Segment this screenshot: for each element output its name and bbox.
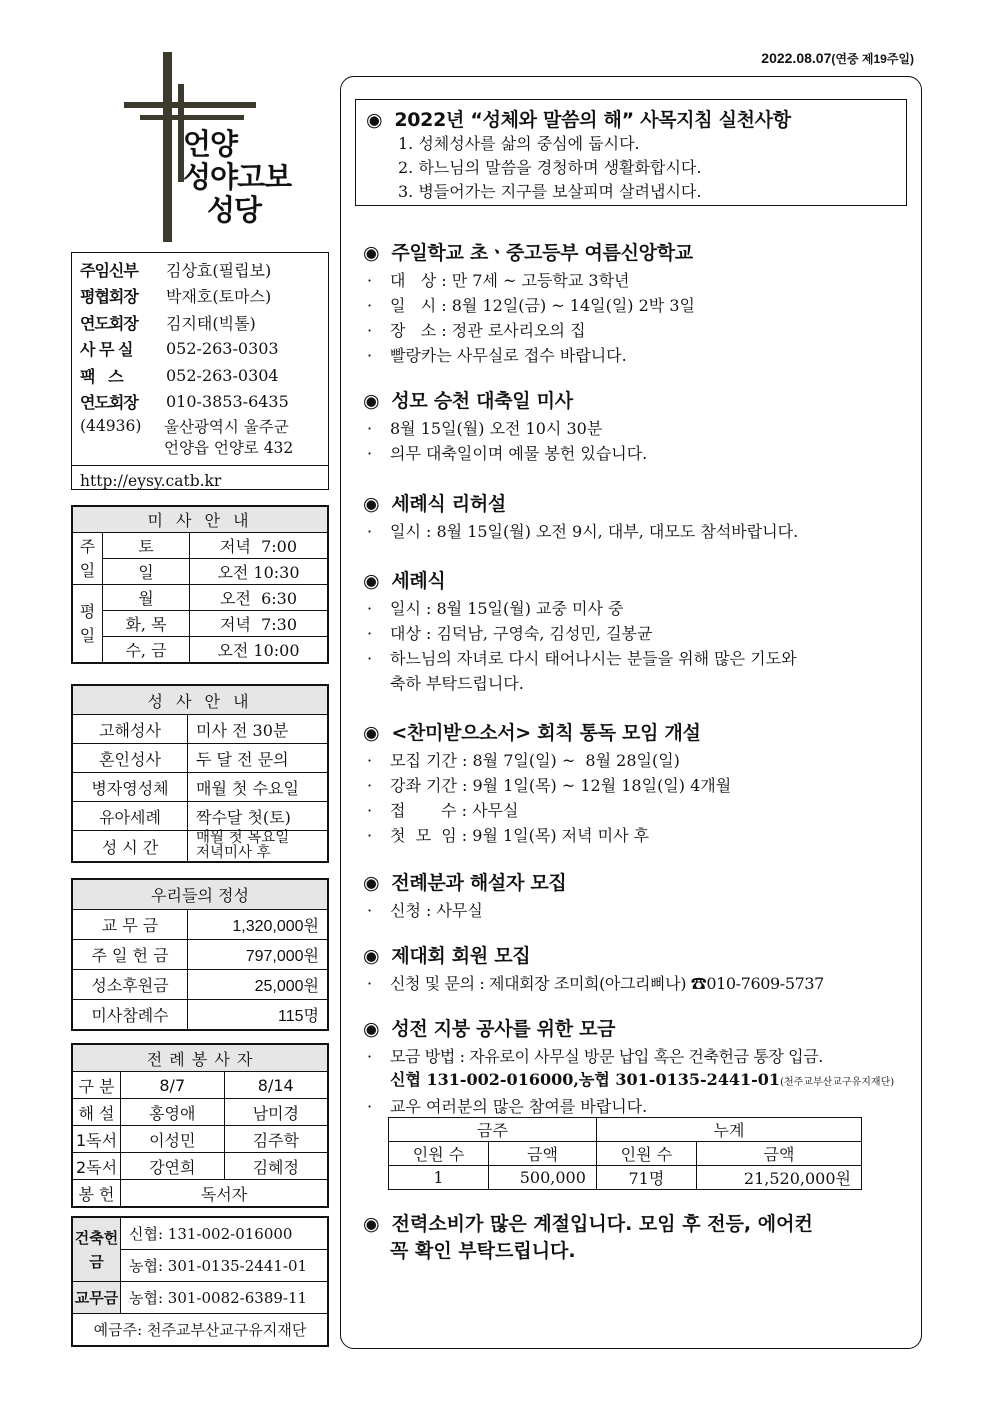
notice-item-text: 장 소 : 정관 로사리오의 집 [390,321,586,340]
servers-head: 구 분 [73,1072,121,1099]
zip-code: (44936) [80,417,142,435]
notice-item: · 일시 : 8월 15일(월) 교중 미사 중 [363,596,918,621]
servers-title: 전 례 봉 사 자 [73,1045,328,1072]
bullseye-icon: ◉ [363,493,380,515]
notice-title [363,566,918,593]
bullseye-icon: ◉ [366,109,383,131]
notice-roof-fund [363,1014,918,1119]
building-account-1: 신협: 131-002-016000 [121,1218,328,1250]
building-fund-label: 건축헌금 [73,1218,121,1282]
sacrament-info [188,831,328,862]
notice-item-text: 대상 : 김덕남, 구영숙, 김성민, 길봉균 [390,624,653,643]
mass-schedule-box [71,505,329,664]
info-value: 김지태(빅톨) [166,313,256,333]
server-name: 홍영애 [121,1099,225,1126]
notice-item: · 대 상 : 만 7세 ~ 고등학교 3학년 [363,268,918,293]
parish-name [183,128,291,227]
notice-item: · 일시 : 8월 15일(월) 오전 9시, 대부, 대모도 참석바랍니다. [363,519,918,544]
dues-label: 교무금 [73,1282,121,1314]
server-name: 이성민 [121,1126,225,1153]
sacrament-name: 혼인성사 [73,744,188,773]
server-name: 김혜정 [224,1153,328,1180]
final-line2: 꼭 확인 부탁드립니다. [390,1240,576,1262]
notice-item-text: 하느님의 자녀로 다시 태어나시는 분들을 위해 많은 기도와 [390,649,797,668]
bullseye-icon: ◉ [363,872,380,894]
offering-name: 미사참례수 [73,1000,188,1030]
info-key: 연도회장 [80,393,138,413]
bulletin-date [761,50,914,67]
info-key: 주임신부 [80,260,138,280]
pastoral-item: 2. 하느님의 말씀을 경청하며 생활화합시다. [398,158,702,177]
notice-item-text: 일 시 : 8월 12일(금) ~ 14일(일) 2박 3일 [390,296,695,315]
notice-item: · 신청 및 문의 : 제대회장 조미희(아그리삐나) ☎010-7609-5737 [363,971,918,996]
notice-title-text: 세례식 리허설 [391,493,506,515]
info-value: 김상효(필립보) [166,260,272,280]
notice-item: · 강좌 기간 : 9월 1일(목) ~ 12월 18일(일) 4개월 [363,773,918,798]
mass-day: 일 [103,559,190,585]
notice-title [363,868,918,895]
fund-week-header: 금주 [389,1118,597,1142]
mass-time: 오전 6:30 [190,585,328,611]
server-name: 남미경 [224,1099,328,1126]
liturgy-servers-box [71,1043,329,1208]
contact-info-box [71,252,329,490]
sacrament-info: 두 달 전 문의 [188,744,328,773]
server-name: 강연희 [121,1153,225,1180]
notice-laudato-si [363,718,918,848]
servers-head: 8/14 [224,1072,328,1099]
notice-item-text: 접 수 : 사무실 [390,801,519,820]
notice-item: · 모금 방법 : 자유로이 사무실 방문 납입 혹은 건축헌금 통장 입금. [363,1044,918,1069]
notice-title-text: 전례분과 해설자 모집 [391,872,567,894]
info-key: 팩 스 [80,366,123,386]
info-value: 박재호(토마스) [166,287,272,307]
info-key: 평협회장 [80,287,138,307]
notice-item-text: 일시 : 8월 15일(월) 오전 9시, 대부, 대모도 참석바랍니다. [390,522,799,541]
bullseye-icon: ◉ [363,390,380,412]
pastoral-item: 3. 병들어가는 지구를 보살피며 살려냅시다. [398,182,702,201]
info-value: 052-263-0304 [166,365,279,385]
fund-col-header: 금액 [696,1142,861,1166]
address-line2: 언양읍 언양로 432 [164,439,294,457]
notice-item-text: 빨랑카는 사무실로 접수 바랍니다. [390,346,627,365]
server-role: 2독서 [73,1153,121,1180]
mass-time: 오전 10:00 [190,637,328,663]
mass-schedule-title: 미 사 안 내 [73,507,328,533]
notice-title-text: 세례식 [391,570,446,592]
offering-name: 성소후원금 [73,970,188,1000]
holy-hour-line1: 매월 첫 목요일 [196,830,290,846]
notice-item: · 대상 : 김덕남, 구영숙, 김성민, 길봉균 [363,621,918,646]
sacrament-name: 병자영성체 [73,773,188,802]
fund-account-number: 신협 131-002-016000,농협 301-0135-2441-01 [390,1070,781,1089]
liturgical-week: (연중 제19주일) [831,52,914,66]
fund-col-header: 금액 [489,1142,597,1166]
offering-amount: 797,000원 [188,940,328,970]
fund-cell: 500,000 [489,1166,597,1190]
sacrament-info: 매월 첫 수요일 [188,773,328,802]
server-name: 김주학 [224,1126,328,1153]
notice-title [363,386,918,413]
notice-item: · 모집 기간 : 8월 7일(일) ~ 8월 28일(일) [363,748,918,773]
notice-item: · 일 시 : 8월 12일(금) ~ 14일(일) 2박 3일 [363,293,918,318]
notice-title-text: 제대회 회원 모집 [391,945,531,967]
fund-col-header: 인원 수 [596,1142,696,1166]
fund-col-header: 인원 수 [389,1142,489,1166]
bullseye-icon: ◉ [363,570,380,592]
notice-assumption-mass [363,386,918,466]
energy-saving-notice [363,1211,813,1265]
info-row [80,256,320,283]
logo-line2: 성야고보 [183,160,292,194]
servers-head: 8/7 [121,1072,225,1099]
notice-title-text: 주일학교 초ㆍ중고등부 여름신앙학교 [391,242,693,264]
notice-title [363,1014,918,1041]
mass-time: 오전 10:30 [190,559,328,585]
notice-title [363,238,918,265]
offering-name: 교 무 금 [73,910,188,940]
fund-cell: 1 [389,1166,489,1190]
notice-item-text: 대 상 : 만 7세 ~ 고등학교 3학년 [390,271,630,290]
building-account-2: 농협: 301-0135-2441-01 [121,1250,328,1282]
notice-item-text: 강좌 기간 : 9월 1일(목) ~ 12월 18일(일) 4개월 [390,776,732,795]
notice-item: · 8월 15일(월) 오전 10시 30분 [363,416,918,441]
offering-amount: 25,000원 [188,970,328,1000]
account-holder: 예금주: 천주교부산교구유지재단 [73,1314,328,1346]
info-key: 사 무 실 [80,340,133,360]
notice-commentator-recruit [363,868,918,923]
notice-item: · 접 수 : 사무실 [363,798,918,823]
notice-item-text: 8월 15일(월) 오전 10시 30분 [390,419,603,438]
notice-baptism [363,566,918,696]
mass-day: 월 [103,585,190,611]
mass-day: 화, 목 [103,611,190,637]
logo-line3: 성당 [207,193,262,227]
weekday-label: 평일 [73,585,103,663]
fund-total-header: 누계 [596,1118,861,1142]
pastoral-item: 1. 성체성사를 삶의 중심에 둡시다. [398,134,640,153]
pastoral-title [366,105,896,132]
bullseye-icon: ◉ [363,242,380,264]
sacrament-info: 짝수달 첫(토) [188,802,328,831]
notice-title [363,718,918,745]
notice-title [363,941,918,968]
offering-amount: 115명 [188,1000,328,1030]
offering-title: 우리들의 정성 [73,880,328,910]
bullseye-icon: ◉ [363,945,380,967]
mass-time: 저녁 7:30 [190,611,328,637]
notice-item-text: 첫 모 임 : 9월 1일(목) 저녁 미사 후 [390,826,650,845]
notice-item: · 첫 모 임 : 9월 1일(목) 저녁 미사 후 [363,823,918,848]
notice-item: · 빨랑카는 사무실로 접수 바랍니다. [363,343,918,368]
website-link[interactable]: http://eysy.catb.kr [72,465,328,490]
info-row [80,362,320,389]
holy-hour-line2: 저녁미사 후 [196,845,271,861]
notice-item: · 하느님의 자녀로 다시 태어나시는 분들을 위해 많은 기도와 [363,646,918,671]
notice-title-text: 성모 승천 대축일 미사 [391,390,573,412]
notice-item: · 교우 여러분의 많은 참여를 바랍니다. [363,1094,918,1119]
notice-item-text: 신청 : 사무실 [390,901,483,920]
final-line1: 전력소비가 많은 계절입니다. 모임 후 전등, 에어컨 [391,1213,813,1235]
server-role: 봉 헌 [73,1180,121,1207]
server-role: 해 설 [73,1099,121,1126]
notice-item: · 장 소 : 정관 로사리오의 집 [363,318,918,343]
logo-line1: 언양 [183,127,238,161]
offering-name: 주 일 헌 금 [73,940,188,970]
bank-accounts-box [71,1216,329,1347]
mass-day: 수, 금 [103,637,190,663]
notice-title [363,489,918,516]
sacrament-name: 유아세례 [73,802,188,831]
fund-cell: 21,520,000원 [696,1166,861,1190]
info-value: 052-263-0303 [166,339,279,359]
info-row [80,309,320,336]
fund-account-holder: (천주교부산교구유지재단) [780,1077,895,1088]
pastoral-title-text: 2022년 “성체와 말씀의 해” 사목지침 실천사항 [394,109,791,131]
address [80,417,320,459]
address-line1: 울산광역시 울주군 [164,418,289,436]
sacrament-name: 성 시 간 [73,831,188,862]
info-key: 연도회장 [80,313,138,333]
pastoral-guideline-box [355,99,907,206]
info-row [80,389,320,416]
sacrament-name: 고해성사 [73,715,188,744]
notice-item-text: 교우 여러분의 많은 참여를 바랍니다. [390,1097,648,1116]
notice-item-text: 일시 : 8월 15일(월) 교중 미사 중 [390,599,624,618]
info-row [80,336,320,363]
notice-baptism-rehearsal [363,489,918,544]
mass-time: 저녁 7:00 [190,533,328,559]
fund-table [388,1117,862,1190]
sacraments-box [71,684,329,863]
sunday-label: 주일 [73,533,103,585]
info-value: 010-3853-6435 [166,392,289,412]
server-name: 독서자 [121,1180,328,1207]
bullseye-icon: ◉ [363,722,380,744]
notice-altar-society [363,941,918,996]
bullseye-icon: ◉ [363,1213,380,1235]
server-role: 1독서 [73,1126,121,1153]
offering-amount: 1,320,000원 [188,910,328,940]
mass-day: 토 [103,533,190,559]
notice-item: · 신청 : 사무실 [363,898,918,923]
offering-box [71,878,329,1031]
info-row [80,283,320,310]
notice-title-text: 성전 지붕 공사를 위한 모금 [391,1018,616,1040]
notice-item: · 의무 대축일이며 예물 봉헌 있습니다. [363,441,918,466]
date-text: 2022.08.07 [761,50,832,66]
notice-item-text: 모금 방법 : 자유로이 사무실 방문 납입 혹은 건축헌금 통장 입금. [390,1047,823,1066]
notice-item-text: 의무 대축일이며 예물 봉헌 있습니다. [390,444,648,463]
notice-summer-school [363,238,918,368]
dues-account: 농협: 301-0082-6389-11 [121,1282,328,1314]
sacrament-info: 미사 전 30분 [188,715,328,744]
notice-title-text: <찬미받으소서> 회칙 통독 모임 개설 [391,722,701,744]
fund-account [363,1069,918,1094]
bullseye-icon: ◉ [363,1018,380,1040]
notice-item-text: 신청 및 문의 : 제대회장 조미희(아그리삐나) ☎010-7609-5737 [390,974,824,993]
notice-item-continuation: 축하 부탁드립니다. [390,674,524,693]
notice-item-text: 모집 기간 : 8월 7일(일) ~ 8월 28일(일) [390,751,680,770]
fund-cell: 71명 [596,1166,696,1190]
sacraments-title: 성 사 안 내 [73,686,328,715]
